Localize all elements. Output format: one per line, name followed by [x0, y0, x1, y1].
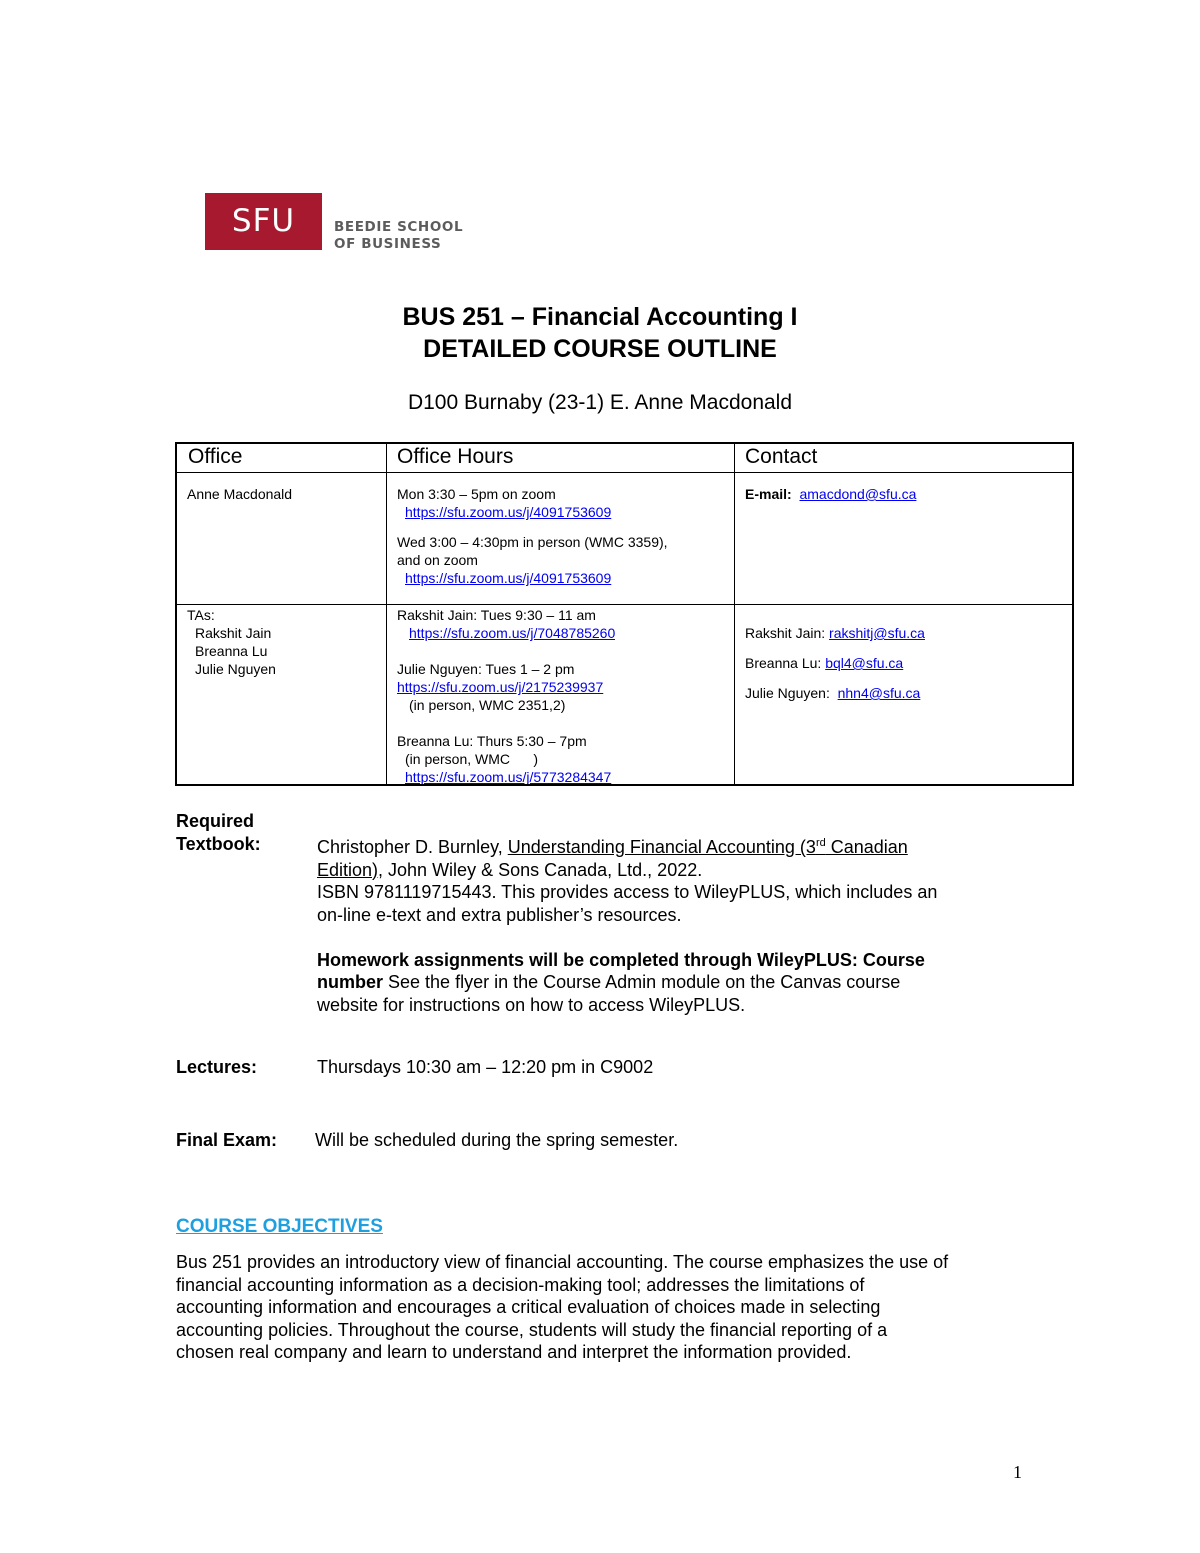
julie-email-link[interactable]: nhn4@sfu.ca [837, 685, 921, 701]
rakshit-email-link[interactable]: rakshitj@sfu.ca [829, 625, 925, 641]
textbook-title-end: Edition) [317, 859, 379, 880]
course-objectives-body [176, 1251, 1056, 1364]
ta-hours [397, 606, 615, 784]
breanna-location: (in person, WMC ) [405, 751, 539, 767]
julie-contact-label: Julie Nguyen: [745, 685, 830, 701]
textbook-label [176, 810, 261, 855]
header-office-hours: Office Hours [397, 445, 514, 468]
instructor-name: Anne Macdonald [187, 486, 293, 502]
sfu-logo-text: SFU [231, 203, 296, 239]
wednesday-hours: Wed 3:00 – 4:30pm in person (WMC 3359), [397, 534, 668, 550]
textbook-label-line-2: Textbook: [176, 833, 261, 854]
ta-name: Julie Nguyen [195, 661, 276, 677]
course-title: BUS 251 – Financial Accounting I [402, 303, 798, 331]
contact-table [175, 442, 1074, 786]
textbook-title-sup: rd [815, 837, 826, 849]
lectures-label: Lectures: [176, 1057, 258, 1077]
instructor-email-link[interactable]: amacdond@sfu.ca [799, 486, 917, 502]
julie-zoom-link[interactable]: https://sfu.zoom.us/j/2175239937 [397, 679, 604, 695]
outline-title: DETAILED COURSE OUTLINE [423, 335, 777, 363]
textbook-title-edition: Canadian [825, 837, 908, 857]
julie-location: (in person, WMC 2351,2) [409, 697, 566, 713]
julie-hours: Julie Nguyen: Tues 1 – 2 pm [397, 661, 575, 677]
objectives-line: accounting policies. Throughout the course, students will study the financial reporting of a [176, 1319, 888, 1340]
monday-hours: Mon 3:30 – 5pm on zoom [397, 486, 556, 502]
objectives-line: accounting information and encourages a critical evaluation of choices made in selecting [176, 1297, 881, 1317]
instructor-hours [397, 485, 668, 587]
instructor-contact [745, 485, 916, 503]
objectives-line: Bus 251 provides an introductory view of financial accounting. The course emphasizes the use of [176, 1252, 949, 1272]
beedie-school-text [334, 219, 463, 253]
isbn-line-1: ISBN 9781119715443. This provides access to WileyPLUS, which includes an [317, 882, 938, 902]
rakshit-contact-label: Rakshit Jain: [745, 625, 826, 641]
ta-name: Rakshit Jain [195, 625, 272, 641]
school-line-1: BEEDIE SCHOOL [334, 219, 464, 235]
objectives-line: chosen real company and learn to understand and interpret the information provided. [176, 1342, 852, 1362]
course-objectives-heading: COURSE OBJECTIVES [176, 1216, 383, 1237]
homework-rest: See the flyer in the Course Admin module on the Canvas course [383, 972, 901, 992]
page-number: 1 [1013, 1462, 1022, 1482]
rakshit-hours: Rakshit Jain: Tues 9:30 – 11 am [397, 607, 596, 623]
breanna-contact-label: Breanna Lu: [745, 655, 822, 671]
header-office: Office [188, 445, 243, 468]
school-line-2: OF BUSINESS [334, 236, 442, 252]
wednesday-zoom-link[interactable]: https://sfu.zoom.us/j/4091753609 [405, 570, 612, 586]
final-exam-label: Final Exam: [176, 1130, 278, 1150]
breanna-email-link[interactable]: bql4@sfu.ca [825, 655, 904, 671]
section-subtitle: D100 Burnaby (23-1) E. Anne Macdonald [407, 391, 793, 414]
monday-zoom-link[interactable]: https://sfu.zoom.us/j/4091753609 [405, 504, 612, 520]
homework-bold-1: Homework assignments will be completed through WileyPLUS: Course [317, 949, 925, 970]
textbook-publisher: , John Wiley & Sons Canada, Ltd., 2022. [378, 859, 703, 880]
lectures-value: Thursdays 10:30 am – 12:20 pm in C9002 [317, 1057, 654, 1077]
textbook-author: Christopher D. Burnley, [317, 837, 508, 857]
email-label: E-mail: [745, 486, 792, 502]
objectives-line: financial accounting information as a decision-making tool; addresses the limitations of [176, 1274, 865, 1295]
final-exam-value: Will be scheduled during the spring semester. [315, 1130, 679, 1150]
ta-name: Breanna Lu [195, 643, 268, 659]
breanna-hours: Breanna Lu: Thurs 5:30 – 7pm [397, 733, 587, 749]
wednesday-hours-cont: and on zoom [397, 552, 478, 568]
ta-contacts [745, 618, 925, 708]
isbn-line-2: on-line e-text and extra publisher’s resources. [317, 904, 682, 925]
ta-list [187, 606, 276, 678]
header-contact: Contact [745, 445, 818, 468]
breanna-zoom-link[interactable]: https://sfu.zoom.us/j/5773284347 [405, 769, 612, 784]
tas-label: TAs: [187, 607, 215, 623]
rakshit-zoom-link[interactable]: https://sfu.zoom.us/j/7048785260 [409, 625, 616, 641]
textbook-label-line-1: Required [176, 811, 255, 831]
textbook-title: Understanding Financial Accounting (3 [507, 837, 816, 857]
homework-line-3: website for instructions on how to access WileyPLUS. [317, 994, 746, 1015]
homework-bold-2: number [317, 972, 384, 992]
textbook-details [317, 832, 1037, 1016]
